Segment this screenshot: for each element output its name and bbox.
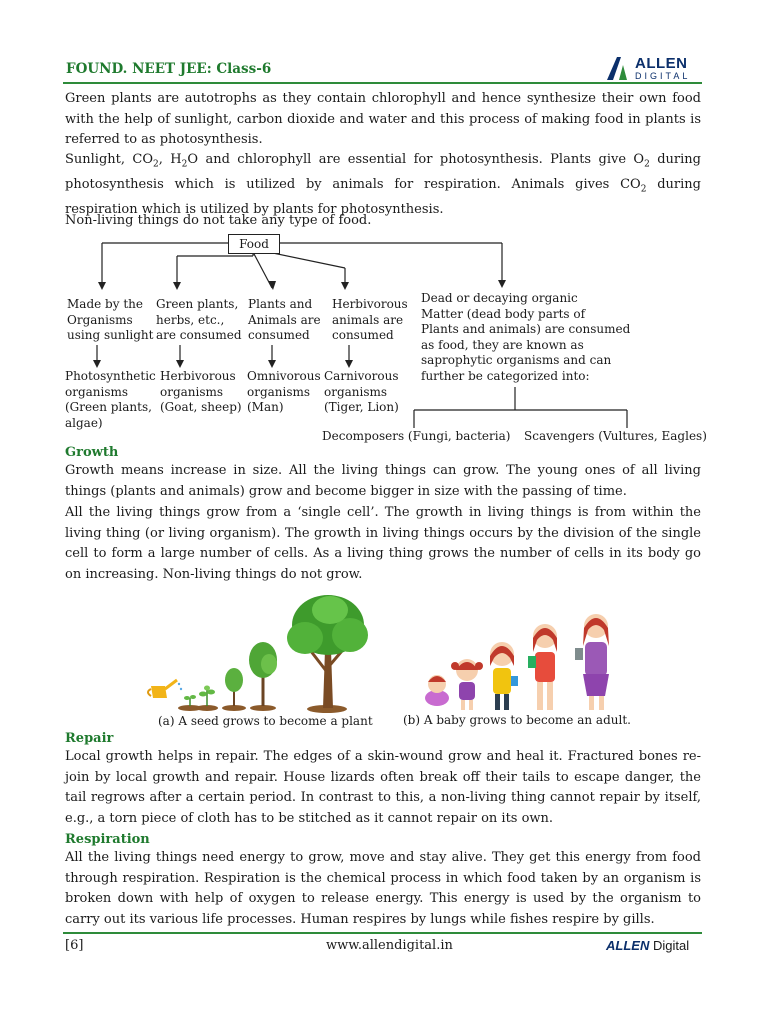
caption-plant-growth: (a) A seed grows to become a plant: [158, 714, 373, 728]
growth-paragraph-1: Growth means increase in size. All the living things can grow. The young ones of all living things (plants and animals) grow and become bigger in size with the passing of time.: [65, 463, 701, 499]
intro-paragraph-1: Green plants are autotrophs as they contain chlorophyll and hence synthesize their own food with the help of sunlight, carbon dioxide and water and this process of making food in plants is referred to as photosynthesis.: [65, 91, 701, 147]
page-number: [6]: [65, 938, 84, 953]
food-root-box: Food: [228, 234, 280, 254]
logo-sub: DIGITAL: [635, 71, 691, 81]
human-growth-illustration: [415, 612, 620, 712]
decomposers-label: Decomposers (Fungi, bacteria): [322, 429, 511, 443]
child-figure: [490, 642, 518, 710]
logo-word: ALLEN: [635, 55, 688, 72]
baby-figure: [425, 675, 449, 706]
branch-2-type: Herbivorous organisms (Goat, sheep): [160, 369, 242, 414]
footer-brand: ALLEN Digital: [606, 938, 690, 953]
branch-4-type: Carnivorous organisms (Tiger, Lion): [324, 369, 399, 414]
repair-paragraph: Local growth helps in repair. The edges of a skin-wound grow and heal it. Fractured bones re-join by local growth and repair. House lizards often break off their tails to escape danger, the tail regrows after a certain period. In contrast to this, a non-living thing cannot repair by itself, e.g., a torn piece of cloth has to be stitched as it cannot repair on its own.: [65, 749, 701, 826]
repair-heading: Repair: [65, 731, 114, 746]
dead-matter-desc: Dead or decaying organic Matter (dead body parts of Plants and animals) are consumed as food, they are known as saprophytic organisms and can further be categorized into:: [421, 291, 631, 383]
branch-1-type: Photosynthetic organisms (Green plants, algae): [65, 369, 156, 430]
branch-3-type: Omnivorous organisms (Man): [247, 369, 321, 414]
respiration-heading: Respiration: [65, 832, 150, 847]
footer-rule: [63, 932, 702, 934]
intro-paragraph-3: Non-living things do not take any type of food.: [65, 213, 372, 228]
respiration-paragraph: All the living things need energy to grow, move and stay alive. They get this energy from food through respiration. Respiration is the chemical process in which food taken by an organism is broken down with help of oxygen to release energy. This energy is used by the organism to carry out its various life processes. Human respires by lungs while fishes respire by gills.: [65, 850, 701, 927]
branch-2-desc: Green plants, herbs, etc., are consumed: [156, 297, 242, 342]
header-title: FOUND. NEET JEE: Class-6: [66, 61, 272, 77]
scavengers-label: Scavengers (Vultures, Eagles): [524, 429, 707, 443]
branch-3-desc: Plants and Animals are consumed: [248, 297, 321, 342]
intro-paragraph-2: Sunlight, $CO_2$, $H_2O$ and chlorophyll are essential for photosynthesis. Plants give $O_2$ during photosynthesis which is utilized by animals for respiration. Animals gives $CO_2$ during respiration which is utilized by plants for photosynthesis.: [65, 152, 701, 218]
branch-4-desc: Herbivorous animals are consumed: [332, 297, 408, 342]
growth-heading: Growth: [65, 445, 119, 460]
footer-url-link[interactable]: www.allendigital.in: [326, 938, 453, 953]
watering-can-icon: [148, 680, 182, 698]
growth-paragraph-2: All the living things grow from a ‘single cell’. The growth in living things is from within the living thing (or living organism). The growth in living things occurs by the division of the single cell to form a large number of cells. As a living thing grows the number of cells in its body go on increasing. Non-living things do not grow.: [65, 505, 701, 582]
adult-figure: [575, 614, 609, 710]
caption-human-growth: (b) A baby grows to become an adult.: [403, 713, 631, 727]
branch-1-desc: Made by the Organisms using sunlight: [67, 297, 154, 342]
teen-figure: [528, 624, 557, 710]
toddler-figure: [451, 659, 483, 710]
plant-growth-illustration: [145, 590, 380, 715]
